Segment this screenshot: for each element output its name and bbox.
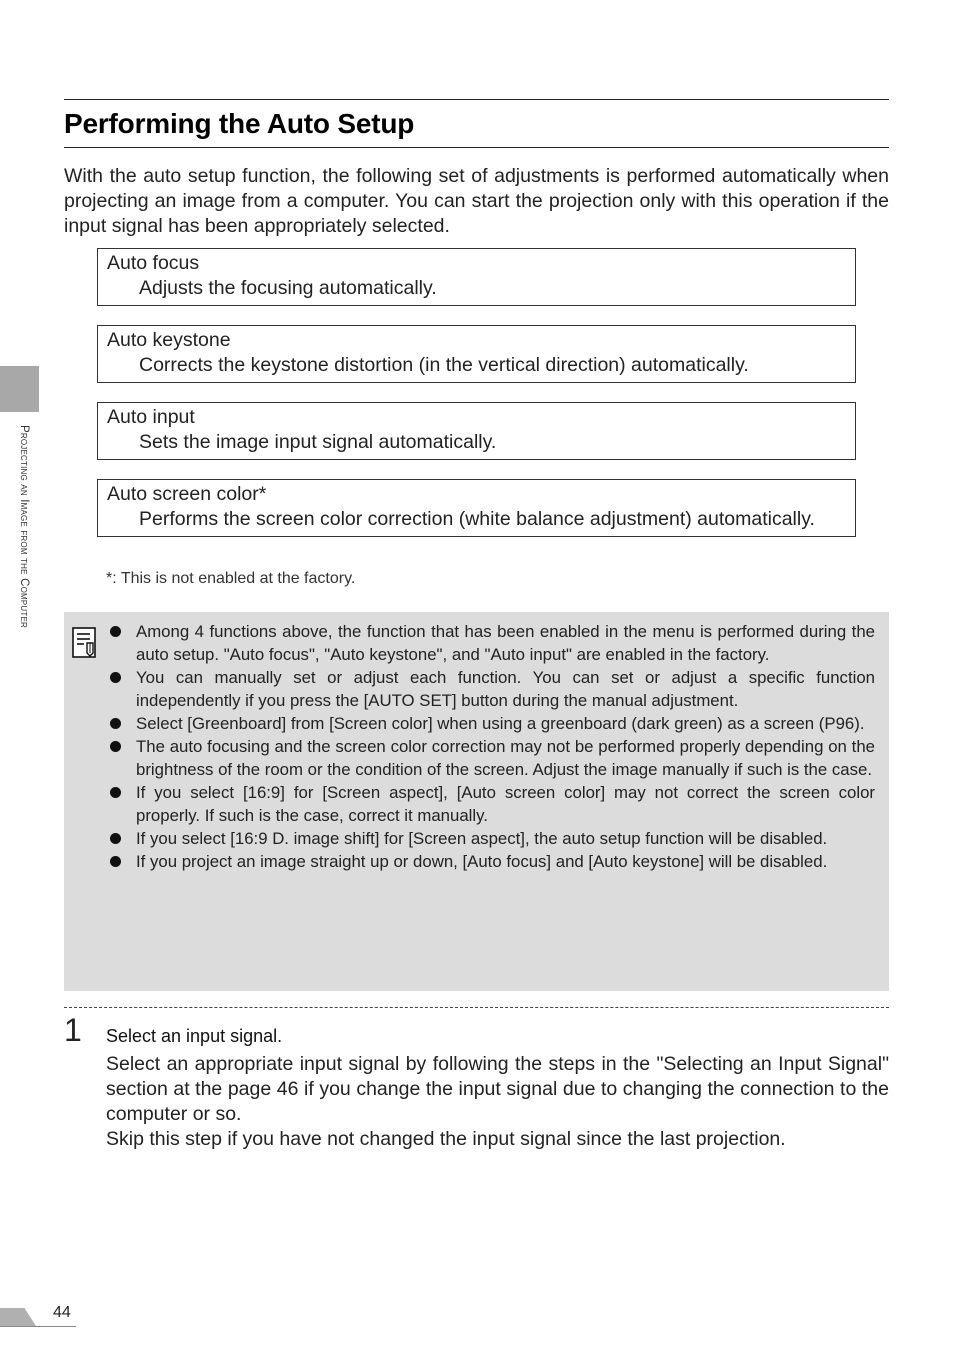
note-item bbox=[136, 850, 875, 873]
function-description: Performs the screen color correction (white balance adjustment) automatically. bbox=[139, 508, 815, 530]
function-box-auto-focus bbox=[97, 248, 856, 306]
function-name: Auto keystone bbox=[107, 329, 231, 351]
title-bottom-rule bbox=[64, 147, 889, 148]
page-number-rule bbox=[0, 1326, 76, 1327]
note-item bbox=[136, 827, 875, 850]
factory-footnote: *: This is not enabled at the factory. bbox=[106, 570, 356, 587]
function-name: Auto screen color* bbox=[107, 483, 267, 505]
intro-paragraph: With the auto setup function, the following set of adjustments is performed automatically when projecting an image from a computer. You can start the projection only with this operation if the input signal has been appropriately selected. bbox=[64, 165, 889, 237]
function-box-auto-keystone bbox=[97, 325, 856, 383]
step-paragraph: Select an appropriate input signal by following the steps in the "Selecting an Input Signal" section at the page 46 if you change the input signal due to changing the connection to the computer or so. bbox=[106, 1053, 889, 1125]
step-number: 1 bbox=[64, 1012, 82, 1048]
bullet-icon bbox=[110, 626, 121, 637]
bullet-icon bbox=[110, 787, 121, 798]
function-box-auto-screen-color bbox=[97, 479, 856, 537]
note-text: If you select [16:9] for [Screen aspect], [Auto screen color] may not correct the screen color properly. If such is the case, correct it manually. bbox=[136, 783, 875, 825]
note-text: The auto focusing and the screen color correction may not be performed properly depending on the brightness of the room or the condition of the screen. Adjust the image manually if such is the case. bbox=[136, 737, 875, 779]
function-name: Auto input bbox=[107, 406, 195, 428]
page-corner-tab bbox=[0, 1308, 36, 1326]
notes-list bbox=[64, 620, 875, 873]
note-item bbox=[136, 620, 875, 666]
chapter-tab bbox=[0, 366, 39, 412]
function-name: Auto focus bbox=[107, 252, 200, 274]
note-text: Among 4 functions above, the function that has been enabled in the menu is performed during the auto setup. "Auto focus", "Auto keystone", and "Auto input" are enabled in the factory. bbox=[136, 622, 875, 664]
function-box-auto-input bbox=[97, 402, 856, 460]
note-item bbox=[136, 666, 875, 712]
section-divider bbox=[64, 1007, 889, 1008]
step-heading: Select an input signal. bbox=[106, 1026, 283, 1046]
note-item bbox=[136, 781, 875, 827]
note-text: Select [Greenboard] from [Screen color] when using a greenboard (dark green) as a screen (P96). bbox=[136, 714, 865, 733]
note-text: If you project an image straight up or down, [Auto focus] and [Auto keystone] will be disabled. bbox=[136, 852, 828, 871]
page-title: Performing the Auto Setup bbox=[64, 108, 415, 139]
bullet-icon bbox=[110, 856, 121, 867]
note-item bbox=[136, 735, 875, 781]
bullet-icon bbox=[110, 833, 121, 844]
bullet-icon bbox=[110, 741, 121, 752]
step-paragraph: Skip this step if you have not changed the input signal since the last projection. bbox=[106, 1128, 786, 1150]
note-item bbox=[136, 712, 875, 735]
step-body bbox=[106, 1052, 889, 1152]
title-top-rule bbox=[64, 99, 889, 100]
bullet-icon bbox=[110, 672, 121, 683]
notes-panel bbox=[64, 612, 889, 991]
note-text: You can manually set or adjust each function. You can set or adjust a specific function independently if you press the [AUTO SET] button during the manual adjustment. bbox=[136, 668, 875, 710]
note-text: If you select [16:9 D. image shift] for [Screen aspect], the auto setup function will be disabled. bbox=[136, 829, 828, 848]
function-description: Sets the image input signal automatically. bbox=[139, 431, 497, 453]
function-description: Corrects the keystone distortion (in the vertical direction) automatically. bbox=[139, 354, 749, 376]
function-description: Adjusts the focusing automatically. bbox=[139, 277, 437, 299]
chapter-label: Projecting an Image from the Computer bbox=[18, 425, 30, 628]
page-number: 44 bbox=[53, 1304, 71, 1321]
bullet-icon bbox=[110, 718, 121, 729]
